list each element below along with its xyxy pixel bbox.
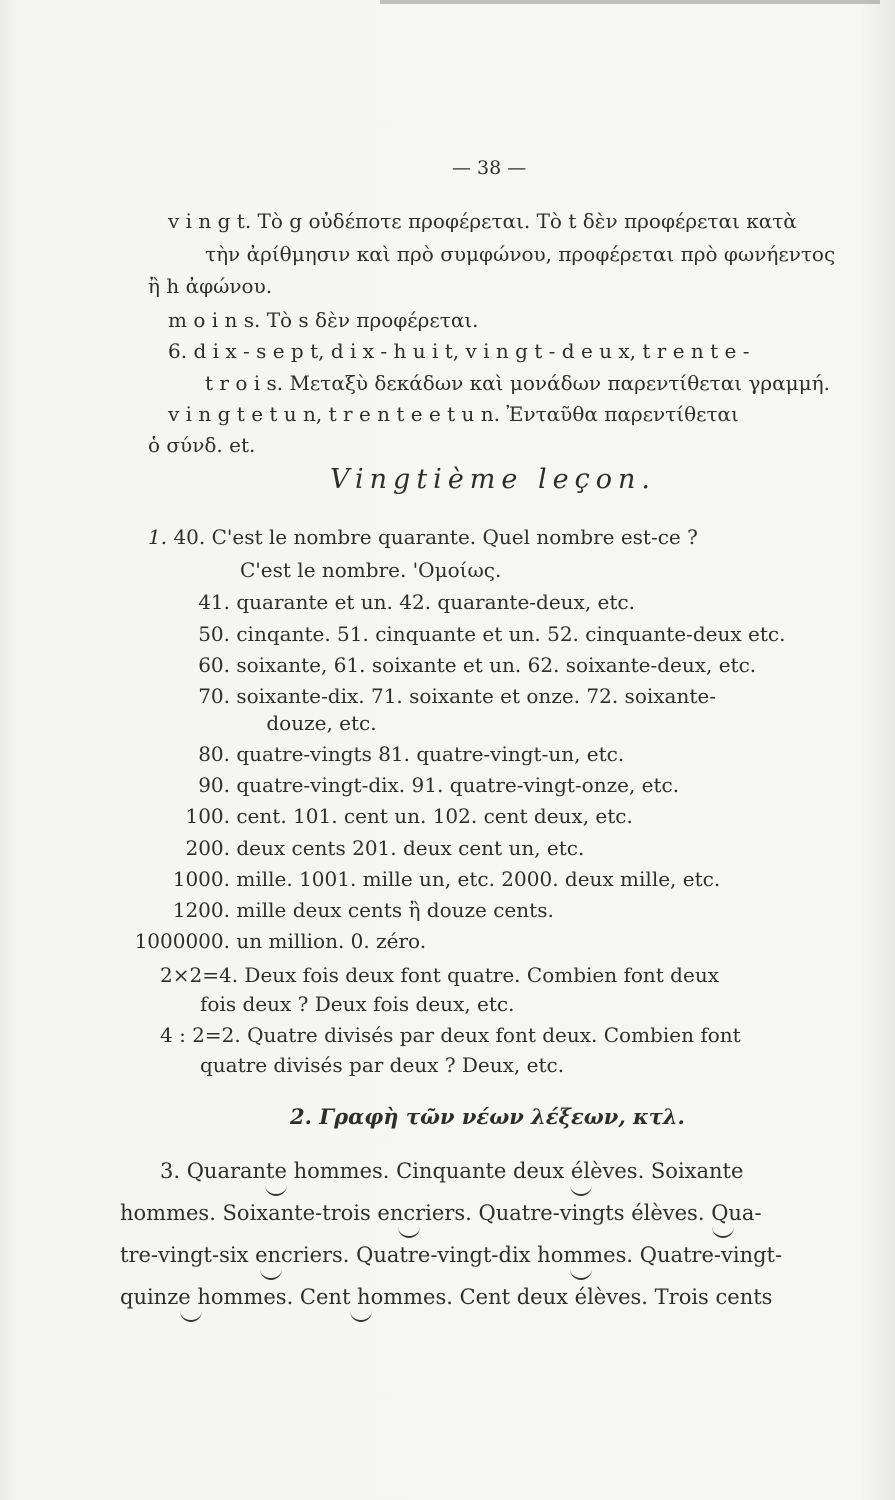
number-label: 1000.	[172, 867, 230, 891]
number-label: 90.	[198, 773, 230, 797]
page-number: — 38 —	[452, 157, 527, 179]
intro-line-5: 6. d i x - s e p t, d i x - h u i t, v i n g t - d e u x, t r e n t e -	[168, 339, 750, 363]
section-3-line-3: tre-vingt-six encriers. Quatre-vingt-dix hommes. Quatre-vingt-	[120, 1243, 783, 1267]
number-row	[120, 772, 679, 798]
number-row	[120, 803, 633, 829]
intro-line-6b: t r o i s. Μεταξὺ δεκάδων καὶ μονάδων παρεντίθεται γραμμή.	[205, 371, 830, 395]
number-text: mille. 1001. mille un, etc. 2000. deux mille, etc.	[236, 867, 721, 891]
division-line-1: 4 : 2=2. Quatre divisés par deux font deux. Combien font	[160, 1023, 741, 1047]
number-text: quarante et un. 42. quarante-deux, etc.	[236, 590, 635, 614]
number-label: 1000000.	[134, 929, 230, 953]
numbers-line-1-text: 40. C'est le nombre quarante. Quel nombre est-ce ?	[173, 525, 698, 549]
number-row	[120, 710, 377, 736]
number-row	[120, 897, 554, 923]
number-row	[120, 621, 785, 647]
section-3-line-2: hommes. Soixante-trois encriers. Quatre-vingts élèves. Qua-	[120, 1201, 762, 1225]
intro-line-1: v i n g t. Τὸ g οὐδέποτε προφέρεται. Τὸ t δὲν προφέρεται κατὰ	[168, 209, 797, 233]
number-text: deux cents 201. deux cent un, etc.	[236, 836, 585, 860]
number-label: 70.	[198, 684, 230, 708]
number-text: un million. 0. zéro.	[236, 929, 427, 953]
multiplication-line-2: fois deux ? Deux fois deux, etc.	[200, 992, 515, 1016]
intro-line-4: m o i n s. Τὸ s δὲν προφέρεται.	[168, 308, 479, 332]
intro-line-3: ἢ h ἀφώνου.	[148, 274, 273, 298]
liaison-mark	[570, 1184, 592, 1196]
number-label: 50.	[198, 622, 230, 646]
number-row	[120, 652, 756, 678]
liaison-mark	[265, 1184, 287, 1196]
division-line-2: quatre divisés par deux ? Deux, etc.	[200, 1053, 565, 1077]
number-text: quatre-vingt-dix. 91. quatre-vingt-onze, etc.	[236, 773, 680, 797]
number-label: 60.	[198, 653, 230, 677]
liaison-mark	[712, 1226, 734, 1238]
number-text: cinqante. 51. cinquante et un. 52. cinquante-deux etc.	[236, 622, 786, 646]
page-top-edge	[380, 0, 880, 4]
liaison-mark	[398, 1226, 420, 1238]
liaison-mark	[260, 1268, 282, 1280]
section-2-heading: 2. Γραφὴ τῶν νέων λέξεων, κτλ.	[290, 1104, 685, 1129]
number-text: cent. 101. cent un. 102. cent deux, etc.	[236, 804, 633, 828]
number-label: 1200.	[172, 898, 230, 922]
number-row	[120, 683, 716, 709]
section-3-line-1: 3. Quarante hommes. Cinquante deux élèves. Soixante	[160, 1159, 744, 1183]
number-text: mille deux cents ἢ douze cents.	[236, 898, 554, 922]
liaison-mark	[570, 1268, 592, 1280]
number-text: douze, etc.	[266, 711, 377, 735]
intro-line-8: ὁ σύνδ. et.	[148, 433, 256, 457]
lesson-title: Vingtième leçon.	[330, 464, 656, 495]
number-text: quatre-vingts 81. quatre-vingt-un, etc.	[236, 742, 625, 766]
number-row	[120, 928, 426, 954]
number-text: soixante, 61. soixante et un. 62. soixante-deux, etc.	[236, 653, 757, 677]
number-label: 80.	[198, 742, 230, 766]
exercise-marker-1: 1.	[148, 525, 168, 549]
liaison-mark	[180, 1310, 202, 1322]
multiplication-line-1: 2×2=4. Deux fois deux font quatre. Combien font deux	[160, 963, 719, 987]
number-text: soixante-dix. 71. soixante et onze. 72. soixante-	[236, 684, 716, 708]
number-label: 200.	[185, 836, 230, 860]
section-3-line-4: quinze hommes. Cent hommes. Cent deux élèves. Trois cents	[120, 1285, 773, 1309]
number-row	[120, 589, 635, 615]
number-row	[120, 741, 624, 767]
number-row	[120, 835, 584, 861]
intro-line-7: v i n g t e t u n, t r e n t e e t u n. Ἐνταῦθα παρεντίθεται	[168, 402, 739, 426]
numbers-line-2: C'est le nombre. 'Ομοίως.	[240, 558, 502, 582]
intro-line-2: τὴν ἀρίθμησιν καὶ πρὸ συμφώνου, προφέρεται πρὸ φωνήεντος	[205, 242, 836, 266]
number-label: 41.	[198, 590, 230, 614]
number-label: 100.	[185, 804, 230, 828]
number-row	[120, 866, 720, 892]
numbers-line-1	[148, 524, 698, 550]
liaison-mark	[350, 1310, 372, 1322]
